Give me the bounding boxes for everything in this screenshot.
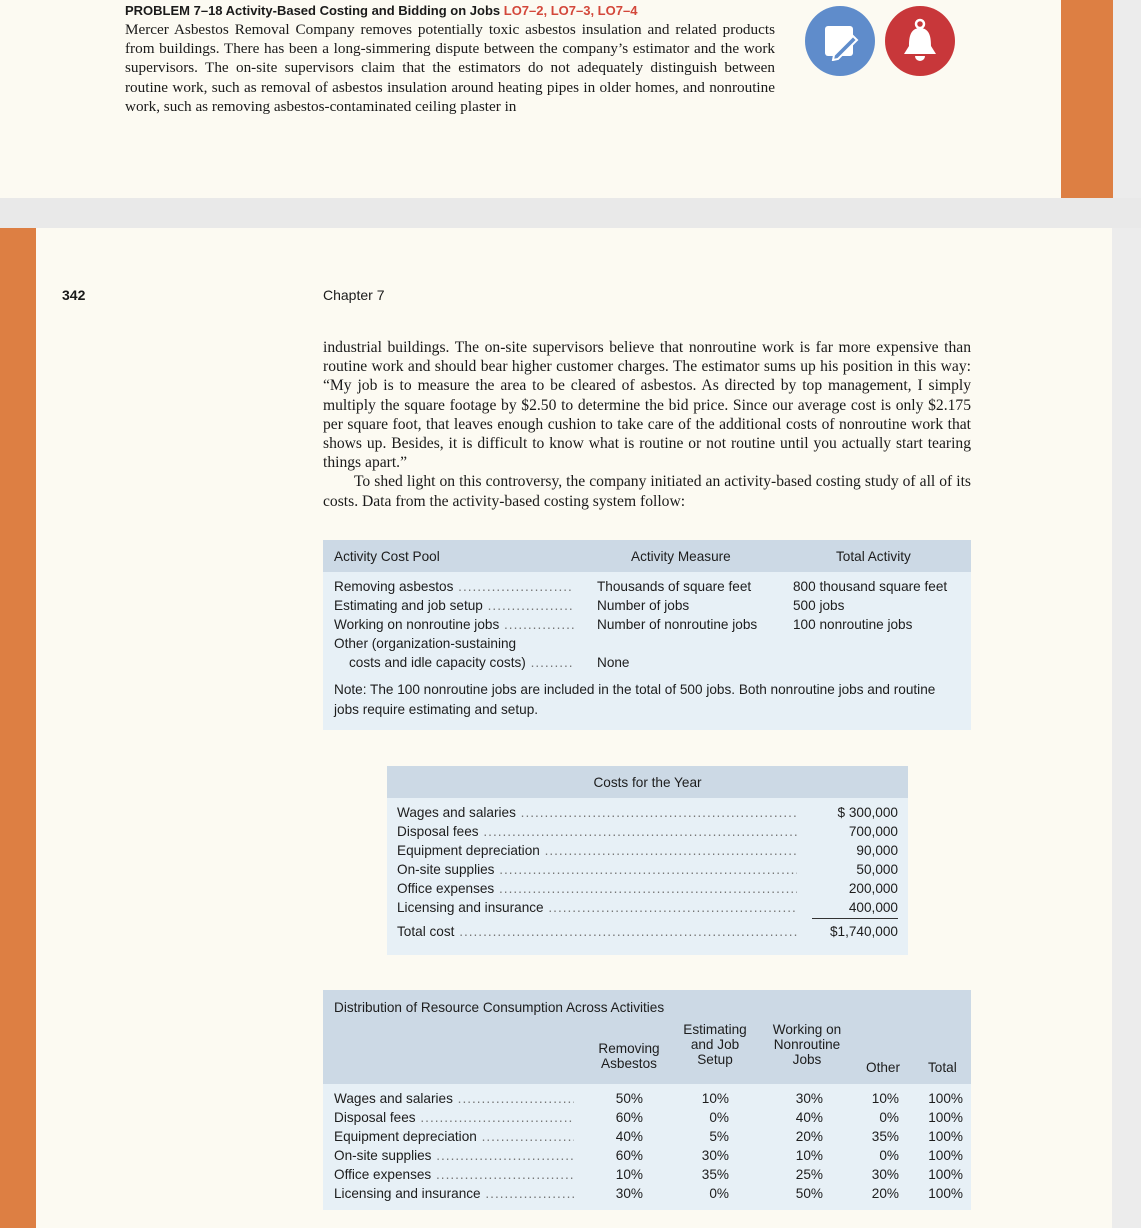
distribution-cell: 40% [615, 1129, 643, 1144]
distribution-cell: 5% [709, 1129, 729, 1144]
table-row-total: 800 thousand square feet [793, 579, 948, 594]
col-header-line: Setup [697, 1052, 733, 1067]
cost-row-value: 50,000 [856, 862, 898, 877]
body-text [323, 338, 971, 511]
cost-row-label: On-site supplies ..... [397, 862, 797, 877]
cost-row-label: Equipment depreciation ..... [397, 843, 797, 858]
problem-title [125, 3, 637, 18]
distribution-row-label: Office expenses ..... [334, 1167, 574, 1182]
distribution-cell: 10% [795, 1148, 823, 1163]
col-header-line: Asbestos [601, 1056, 657, 1071]
distribution-row-label: Licensing and insurance ..... [334, 1186, 574, 1201]
learning-objectives-link[interactable]: LO7–2, LO7–3, LO7–4 [503, 3, 638, 18]
distribution-cell: 100% [928, 1129, 963, 1144]
cost-row-label: Wages and salaries ..... [397, 805, 797, 820]
distribution-row-label: Disposal fees ..... [334, 1110, 574, 1125]
cost-row-value: 200,000 [848, 881, 898, 896]
bell-icon[interactable] [885, 6, 955, 76]
distribution-cell: 10% [701, 1091, 729, 1106]
distribution-cell: 30% [795, 1091, 823, 1106]
table-row-total: 100 nonroutine jobs [793, 617, 913, 632]
cost-row-value: 700,000 [848, 824, 898, 839]
problem-title-text: PROBLEM 7–18 Activity-Based Costing and Bidding on Jobs [125, 3, 501, 18]
distribution-cell: 30% [701, 1148, 729, 1163]
distribution-cell: 20% [795, 1129, 823, 1144]
col-header-other: Other [866, 1060, 900, 1075]
page-edge-accent [1061, 0, 1113, 198]
col-header-pool: Activity Cost Pool [334, 549, 440, 564]
cost-row-label: Licensing and insurance ..... [397, 900, 797, 915]
chapter-heading: Chapter 7 [323, 287, 385, 303]
distribution-cell: 60% [615, 1148, 643, 1163]
table-row-measure: Number of nonroutine jobs [597, 617, 758, 632]
distribution-row-label: Equipment depreciation ..... [334, 1129, 574, 1144]
distribution-cell: 0% [879, 1110, 899, 1125]
activity-cost-pool-table [323, 540, 971, 730]
costs-header: Costs for the Year [593, 775, 702, 790]
table-row-pool: Removing asbestos ..... [334, 579, 574, 594]
page-gap-right [1112, 228, 1141, 1228]
distribution-cell: 60% [615, 1110, 643, 1125]
col-header-working [763, 1022, 851, 1067]
table-row-pool: Estimating and job setup ..... [334, 598, 574, 613]
distribution-row-label: Wages and salaries ..... [334, 1091, 574, 1106]
distribution-cell: 100% [928, 1110, 963, 1125]
distribution-title: Distribution of Resource Consumption Across Activities [334, 1000, 665, 1015]
page-edge-accent-left [0, 228, 36, 1228]
col-header-total: Total [928, 1060, 957, 1075]
distribution-cell: 100% [928, 1167, 963, 1182]
notes-icon[interactable] [805, 6, 875, 76]
costs-for-year-table [387, 766, 908, 955]
table-row-pool: Working on nonroutine jobs ..... [334, 617, 574, 632]
distribution-cell: 40% [795, 1110, 823, 1125]
distribution-cell: 0% [709, 1110, 729, 1125]
distribution-cell: 100% [928, 1148, 963, 1163]
distribution-cell: 35% [701, 1167, 729, 1182]
cost-row-label: Disposal fees ..... [397, 824, 797, 839]
col-header-measure: Activity Measure [631, 549, 731, 564]
cost-row-value: $ 300,000 [837, 805, 898, 820]
table-row-measure: None [597, 655, 630, 670]
col-header-line: Working on [772, 1022, 842, 1037]
distribution-cell: 50% [615, 1091, 643, 1106]
problem-intro-paragraph: Mercer Asbestos Removal Company removes potentially toxic asbestos insulation and related products from buildings. There has been a long-simmering dispute between the company’s estimator and the work supervisors. The on-site supervisors claim that the estimators do not adequately distinguish between routine work, such as removal of asbestos insulation around heating pipes in older homes, and nonroutine work, such as removing asbestos-contaminated ceiling plaster in [125, 21, 775, 115]
table-row-total: 500 jobs [793, 598, 845, 613]
distribution-cell: 100% [928, 1091, 963, 1106]
table-row-pool-continued: costs and idle capacity costs) ..... [349, 655, 574, 670]
col-header-estimating [675, 1022, 755, 1067]
cost-row-value: 90,000 [856, 843, 898, 858]
page-gap [1113, 0, 1141, 198]
distribution-cell: 25% [795, 1167, 823, 1182]
table-row-pool: Other (organization-sustaining [334, 636, 517, 651]
col-header-removing [585, 1041, 673, 1071]
distribution-cell: 10% [871, 1091, 899, 1106]
col-header-line: and Job [690, 1037, 740, 1052]
distribution-cell: 35% [871, 1129, 899, 1144]
distribution-row-label: On-site supplies ..... [334, 1148, 574, 1163]
col-header-line: Jobs [792, 1052, 822, 1067]
col-header-line: Estimating [683, 1022, 747, 1037]
distribution-cell: 30% [871, 1167, 899, 1182]
col-header-line: Removing [598, 1041, 660, 1056]
cost-total-value: $1,740,000 [829, 924, 898, 939]
cost-total-label: Total cost ..... [397, 924, 797, 939]
distribution-cell: 100% [928, 1186, 963, 1201]
cost-row-value: 400,000 [848, 900, 898, 915]
table-row-measure: Number of jobs [597, 598, 690, 613]
body-paragraph-2: To shed light on this controversy, the company initiated an activity-based costing study of all of its costs. Data from the activity-based costing system follow: [323, 473, 971, 510]
cost-row-label: Office expenses ..... [397, 881, 797, 896]
distribution-cell: 50% [795, 1186, 823, 1201]
total-rule [812, 918, 898, 919]
table-note: Note: The 100 nonroutine jobs are included in the total of 500 jobs. Both nonroutine jobs and routine jobs require estimating and setup. [334, 682, 936, 717]
distribution-cell: 30% [615, 1186, 643, 1201]
page-number: 342 [62, 287, 86, 303]
distribution-cell: 0% [709, 1186, 729, 1201]
table-row-measure: Thousands of square feet [597, 579, 752, 594]
col-header-line: Nonroutine [773, 1037, 841, 1052]
col-header-total: Total Activity [836, 549, 911, 564]
distribution-cell: 0% [879, 1148, 899, 1163]
distribution-cell: 10% [615, 1167, 643, 1182]
distribution-cell: 20% [871, 1186, 899, 1201]
body-paragraph-1: industrial buildings. The on-site supervisors believe that nonroutine work is far more expensive than routine work and should bear higher customer charges. The estimator sums up his position in this way: “My job is to measure the area to be cleared of asbestos. As directed by top management, I simply multiply the square footage by $2.50 to determine the bid price. Since our average cost is only $2.175 per square foot, that leaves enough cushion to take care of the additional costs of nonroutine work that shows up. Besides, it is difficult to know what is routine or not routine until you actually start tearing things apart.” [323, 339, 971, 472]
resource-distribution-table [323, 990, 971, 1210]
